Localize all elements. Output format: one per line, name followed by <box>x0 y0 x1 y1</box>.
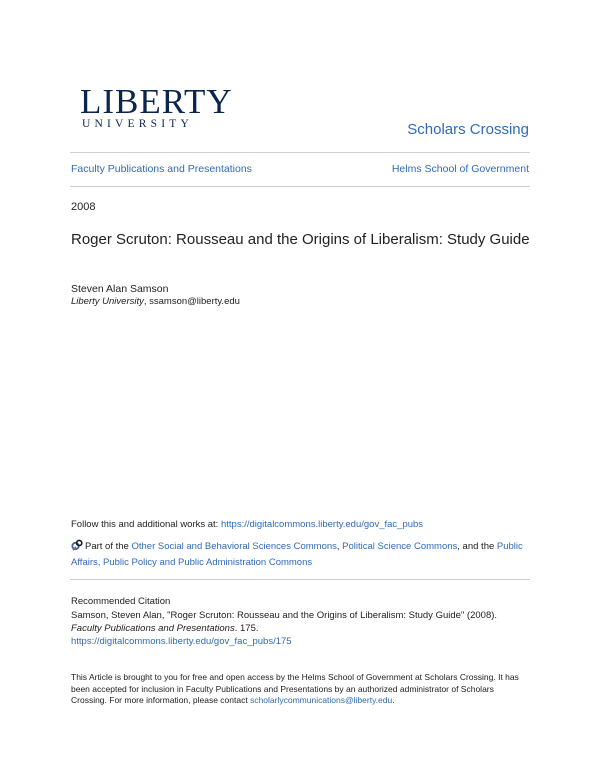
affiliation-institution: Liberty University <box>71 296 144 307</box>
access-end: . <box>392 695 395 705</box>
part-of-line <box>71 539 531 571</box>
contact-email-link[interactable]: scholarlycommunications@liberty.edu <box>250 695 393 705</box>
author-affiliation <box>71 296 240 307</box>
commons-link-political-science[interactable]: Political Science Commons <box>342 541 458 552</box>
divider <box>70 579 530 580</box>
affiliation-email: , ssamson@liberty.edu <box>143 296 240 307</box>
citation-number: . 175. <box>234 623 259 634</box>
follow-text: Follow this and additional works at: <box>71 519 221 530</box>
open-access-icon <box>71 539 83 551</box>
citation-line: Samson, Steven Alan, "Roger Scruton: Rousseau and the Origins of Liberalism: Study Guide" (2008). <box>71 610 498 621</box>
article-title: Roger Scruton: Rousseau and the Origins of Liberalism: Study Guide <box>71 231 530 248</box>
divider <box>70 186 530 187</box>
publication-year: 2008 <box>71 201 96 213</box>
citation-heading: Recommended Citation <box>71 596 171 607</box>
access-text: This Article is brought to you for free and open access by the Helms School of Government at Scholars Crossing. It has been accepted for inclusion in Faculty Publications and Presentations by an authorized administrator of Scholars Crossing. For more information, please contact <box>71 672 519 705</box>
commons-link-public-affairs[interactable]: Public Affairs, Public Policy and Public Administration Commons <box>71 541 523 568</box>
divider <box>70 152 530 153</box>
helms-school-link[interactable]: Helms School of Government <box>391 163 529 175</box>
citation-body <box>71 609 531 648</box>
citation-url[interactable]: https://digitalcommons.liberty.edu/gov_fac_pubs/175 <box>71 636 292 647</box>
access-statement <box>71 672 531 707</box>
liberty-university-logo[interactable] <box>80 82 233 130</box>
logo-subtitle: UNIVERSITY <box>82 118 193 130</box>
logo-wordmark: LIBERTY <box>80 82 233 121</box>
commons-link-social-behavioral[interactable]: Other Social and Behavioral Sciences Commons <box>131 541 337 552</box>
follow-line <box>71 519 423 530</box>
part-of-sep2: , and the <box>457 541 497 552</box>
author-name: Steven Alan Samson <box>71 283 169 295</box>
part-of-sep1: , <box>336 541 343 552</box>
scholars-crossing-link[interactable]: Scholars Crossing <box>407 121 529 138</box>
faculty-publications-link[interactable]: Faculty Publications and Presentations <box>71 163 252 175</box>
collection-link[interactable]: https://digitalcommons.liberty.edu/gov_fac_pubs <box>220 519 424 530</box>
citation-journal: Faculty Publications and Presentations <box>71 623 235 634</box>
citation-source <box>71 622 531 635</box>
part-of-prefix: Part of the <box>85 541 132 552</box>
